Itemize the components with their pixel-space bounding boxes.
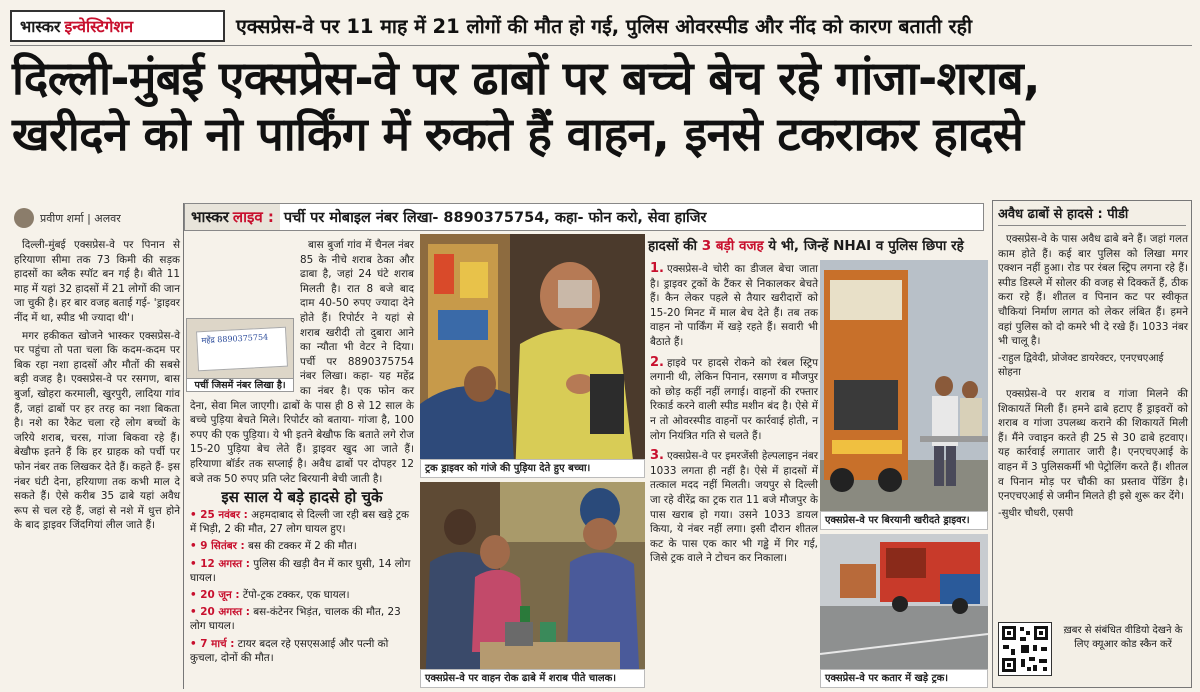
qr-caption: ख़बर से संबंधित वीडियो देखने के लिए क्यूआर कोड स्कैन करें <box>1063 625 1183 650</box>
kicker: एक्सप्रेस-वे पर 11 माह में 21 लोगों की मौत हो गई, पुलिस ओवरस्पीड और नींद को कारण बताती रही <box>236 15 973 38</box>
photo-drinkers-illustration <box>420 482 645 688</box>
column-2-paragraph: बास बुर्जा गांव में चैनल नंबर 85 के नीचे शराब ठेका और ढाबा है, जहां 24 घंटे शराब मिलती है। रात 8 बजे बाद दाम 40-50 रुपए ज्यादा देने होते हैं। रिपोर्टर ने यहां से शराब खरीदी तो दुबारा आने का न्यौता भी वेटर ने दिया। पर्ची पर 8890375754 नंबर लिखा। कहा- यह महेंद्र का नंबर है। एक फोन कर देना, सेवा मिल जाएगी। ढाबों के पास ही 8 से 12 साल के बच्चे पुड़िया बेचते मिले। रिपोर्टर को बताया- गांजा है, 100 रुपए की एक पुड़िया। ये भी इतने बेखौफ कि बताते लगे रोज 15-20 पुड़िया बेच लेते हैं। ड्राइवर खुद आ जाते हैं। हरियाणा बॉर्डर तक सप्लाई है। अवैध ढाबों पर दोपहर 12 बजे तक 50 रुपए प्रति प्लेट बिरयानी बेची जाती है। <box>190 239 414 485</box>
live-headline: पर्ची पर मोबाइल नंबर लिखा- 8890375754, कहा- फोन करो, सेवा हाजिर <box>283 210 707 226</box>
author-avatar <box>14 208 34 228</box>
column-1-paragraph: मगर हकीकत खोजने भास्कर एक्सप्रेस-वे पर पहुंचा तो पता चला कि कदम-कदम पर बिक रहा नशा हादसों और मौतों की सबसे बड़ी वजह है। एक्सप्रेस-वे पर रसगण, बास बुर्जा, खोहरा करमाली, खुरपुरी, लादिया गांव हैं, जहां ढाबों पर हर तरह का नशा बिकता है। नशे का रैकेट चला रहे लोग बच्चों के जरिये शराब, चरस, गांजा बिकवा रहे हैं। बेखौफ इतने हैं कि हर ग्राहक को पर्ची पर फोन नंबर तक लिखकर देते हैं। कहते हैं- इस नंबर घंटी देना, हरियाणा तक कभी माल दे सकते हैं। ऐसे करीब 35 ढाबे यहां अवैध रूप से चल रहे हैं, जहां से नशे में धुत्त होने के बाद ड्राइवर जिंदगियां लील जाते हैं। <box>14 329 180 532</box>
accident-item: • 9 सितंबर : बस की टक्कर में 2 की मौत। <box>190 540 357 553</box>
byline: प्रवीण शर्मा | अलवर <box>40 212 121 225</box>
accident-item: • 25 नवंबर : अहमदाबाद से दिल्ली जा रही बस खड़े ट्रक में भिड़ी, 2 की मौत, 27 लोग घायल हुए। <box>190 509 410 536</box>
headline-line-1: दिल्ली-मुंबई एक्सप्रेस-वे पर ढाबों पर बच्चे बेच रहे गांजा-शराब, <box>12 51 1040 105</box>
brand-section: इन्वेस्टिगेशन <box>64 17 134 36</box>
column-1-paragraph: दिल्ली-मुंबई एक्सप्रेस-वे पर पिनान से हरियाणा सीमा तक 73 किमी की सड़क हादसों का ब्लैक स्पॉट बन गई है। बीते 11 माह में यहां 32 हादसों में 21 लोगों की जान जा चुकी है। हर बार वजह बताई गई- 'ड्राइवर नींद में था, स्पीड भी ज्यादा थी'। <box>14 239 180 324</box>
reason-item: 1. एक्सप्रेस-वे चोरी का डीजल बेचा जाता है। ड्राइवर ट्रकों के टैंकर से निकालकर बेचते हैं। कैन लेकर पहले से तैयार खरीदारों को 15-20 मिनट में माल बेच देते हैं। तब तक वाहन नो पार्किंग में खड़े रहते हैं। सवारी भी बैठाते हैं। <box>650 261 818 348</box>
reasons-title: हादसों की 3 बड़ी वजह ये भी, जिन्हें NHAI व पुलिस छिपा रहे <box>648 238 964 254</box>
sidebar-title: अवैध ढाबों से हादसे : पीडी <box>998 204 1186 226</box>
byline-place: अलवर <box>94 212 121 225</box>
live-banner <box>184 203 984 231</box>
accident-item: • 12 अगस्त : पुलिस की खड़ी वैन में कार घुसी, 14 लोग घायल। <box>190 557 411 584</box>
photo-trucks-queue <box>820 534 988 688</box>
reason-item: 3. एक्सप्रेस-वे पर इमरजेंसी हेल्पलाइन नंबर 1033 लगता ही नहीं है। ऐसे में हादसों में तत्काल मदद नहीं मिलती। जयपुर से दिल्ली जा रहे वीरेंद्र का ट्रक रात 11 बजे मौजपुर के पास खराब हो गया। उसने 1033 डायल किया, ये नंबर नहीं लगा। इसी दौरान शीतल कट के पास एक कार भी गड्ढे में गिर गई, जिसे ट्रक वाले ने टोचन कर निकाला। <box>650 448 818 565</box>
qr-code-icon <box>999 623 1051 675</box>
column-divider <box>183 203 184 689</box>
photo-trucks-illustration <box>820 534 988 688</box>
photo-boy-illustration <box>420 234 645 478</box>
live-badge <box>185 204 280 230</box>
accident-item: • 7 मार्च : टायर बदल रहे एसएसआई और पत्नी को कुचला, दोनों की मौत। <box>190 637 389 664</box>
headline <box>12 50 1192 162</box>
receipt-caption: पर्ची जिसमें नंबर लिखा है। <box>186 378 294 392</box>
accident-item: • 20 अगस्त : बस-कंटेनर भिड़ंत, चालक की मौत, 23 लोग घायल। <box>190 606 401 633</box>
live-brand: भास्कर <box>191 208 229 226</box>
caption-drinkers: एक्सप्रेस-वे पर वाहन रोक ढाबे में शराब पीते चालक। <box>420 669 645 688</box>
caption-biryani: एक्सप्रेस-वे पर बिरयानी खरीदते ड्राइवर। <box>820 511 988 530</box>
sidebar-content <box>998 232 1188 612</box>
live-label: लाइव : <box>232 208 274 226</box>
photo-boy-selling <box>420 234 645 478</box>
accident-item: • 20 जून : टेंपो-ट्रक टक्कर, एक घायल। <box>190 589 350 602</box>
receipt-photo <box>186 318 294 380</box>
caption-trucks: एक्सप्रेस-वे पर कतार में खड़े ट्रक। <box>820 669 988 688</box>
photo-drinkers <box>420 482 645 688</box>
accidents-title: इस साल ये बड़े हादसे हो चुके <box>221 488 383 506</box>
accidents-list <box>190 508 418 688</box>
brand-badge <box>10 10 225 42</box>
byline-author: प्रवीण शर्मा <box>40 212 84 225</box>
column-1 <box>14 238 180 686</box>
sidebar-quote: एक्सप्रेस-वे के पास अवैध ढाबे बने हैं। जहां गलत काम होते हैं। कई बार पुलिस को लिखा मगर एक्शन नहीं हुआ। रोड पर रंबल स्ट्रिप लगना रहे हैं। स्पीड डिस्प्ले में सोलर की वजह से दिक्कतें हैं, ठीक करा रहे हैं। शीतल व पिनान कट पर स्वीकृत चौकियां निर्माण लागत को लेकर लंबित हैं। हमने वहां पुलिस को दो कमरे भी दे रखे हैं। 1033 नंबर भी चालू है। <box>998 233 1188 348</box>
sidebar-quote: एक्सप्रेस-वे पर शराब व गांजा मिलने की शिकायतें मिली हैं। हमने ढाबे हटाए हैं ड्राइवरों को शराब व गांजा उपलब्ध कराने की शिकायतें मिली हैं। मैंने ज्वाइन करते ही 25 से 30 ढाबे हटवाए। यह कार्रवाई लगातार जारी है। एनएचएआई के वाहन में 3 पुलिसकर्मी भी पेट्रोलिंग करते हैं। शीतल व पिनान मोड़ पर चौकी का प्रस्ताव पेंडिंग है। एनएचएआई से जमीन मिलते ही इसे शुरू कर देंगे। <box>998 387 1188 503</box>
reasons-list <box>650 262 818 686</box>
qr-code[interactable] <box>998 622 1052 676</box>
photo-truck-biryani <box>820 260 988 530</box>
brand-name: भास्कर <box>20 17 61 36</box>
reasons-title-highlight: 3 बड़ी वजह <box>701 238 764 254</box>
photo-truck-illustration <box>820 260 988 530</box>
reason-item: 2. हाइवे पर हादसे रोकने को रंबल स्ट्रिप लगानी थी, लेकिन पिनान, रसगण व मौजपुर को छोड़ कहीं नहीं लगाई। वाहनों की रफ्तार रिकार्ड करने वाली स्पीड मशीन बंद है। ऐसे में न तो ओवरस्पीड वाहनों पर कार्रवाई होती, न लोग नियंत्रित गति से चलते हैं। <box>650 354 818 442</box>
caption-boy: ट्रक ड्राइवर को गांजे की पुड़िया देते हुए बच्चा। <box>420 459 645 478</box>
headline-line-2: खरीदने को नो पार्किंग में रुकते हैं वाहन, इनसे टकराकर हादसे <box>12 107 1024 161</box>
sidebar-signature: -सुधीर चौधरी, एसपी <box>998 507 1074 519</box>
sidebar-signature: -राहुल द्विवेदी, प्रोजेक्ट डायरेक्टर, एनएचएआई सोहना <box>998 352 1164 379</box>
receipt-note: महेंद्र 8890375754 <box>196 327 288 372</box>
